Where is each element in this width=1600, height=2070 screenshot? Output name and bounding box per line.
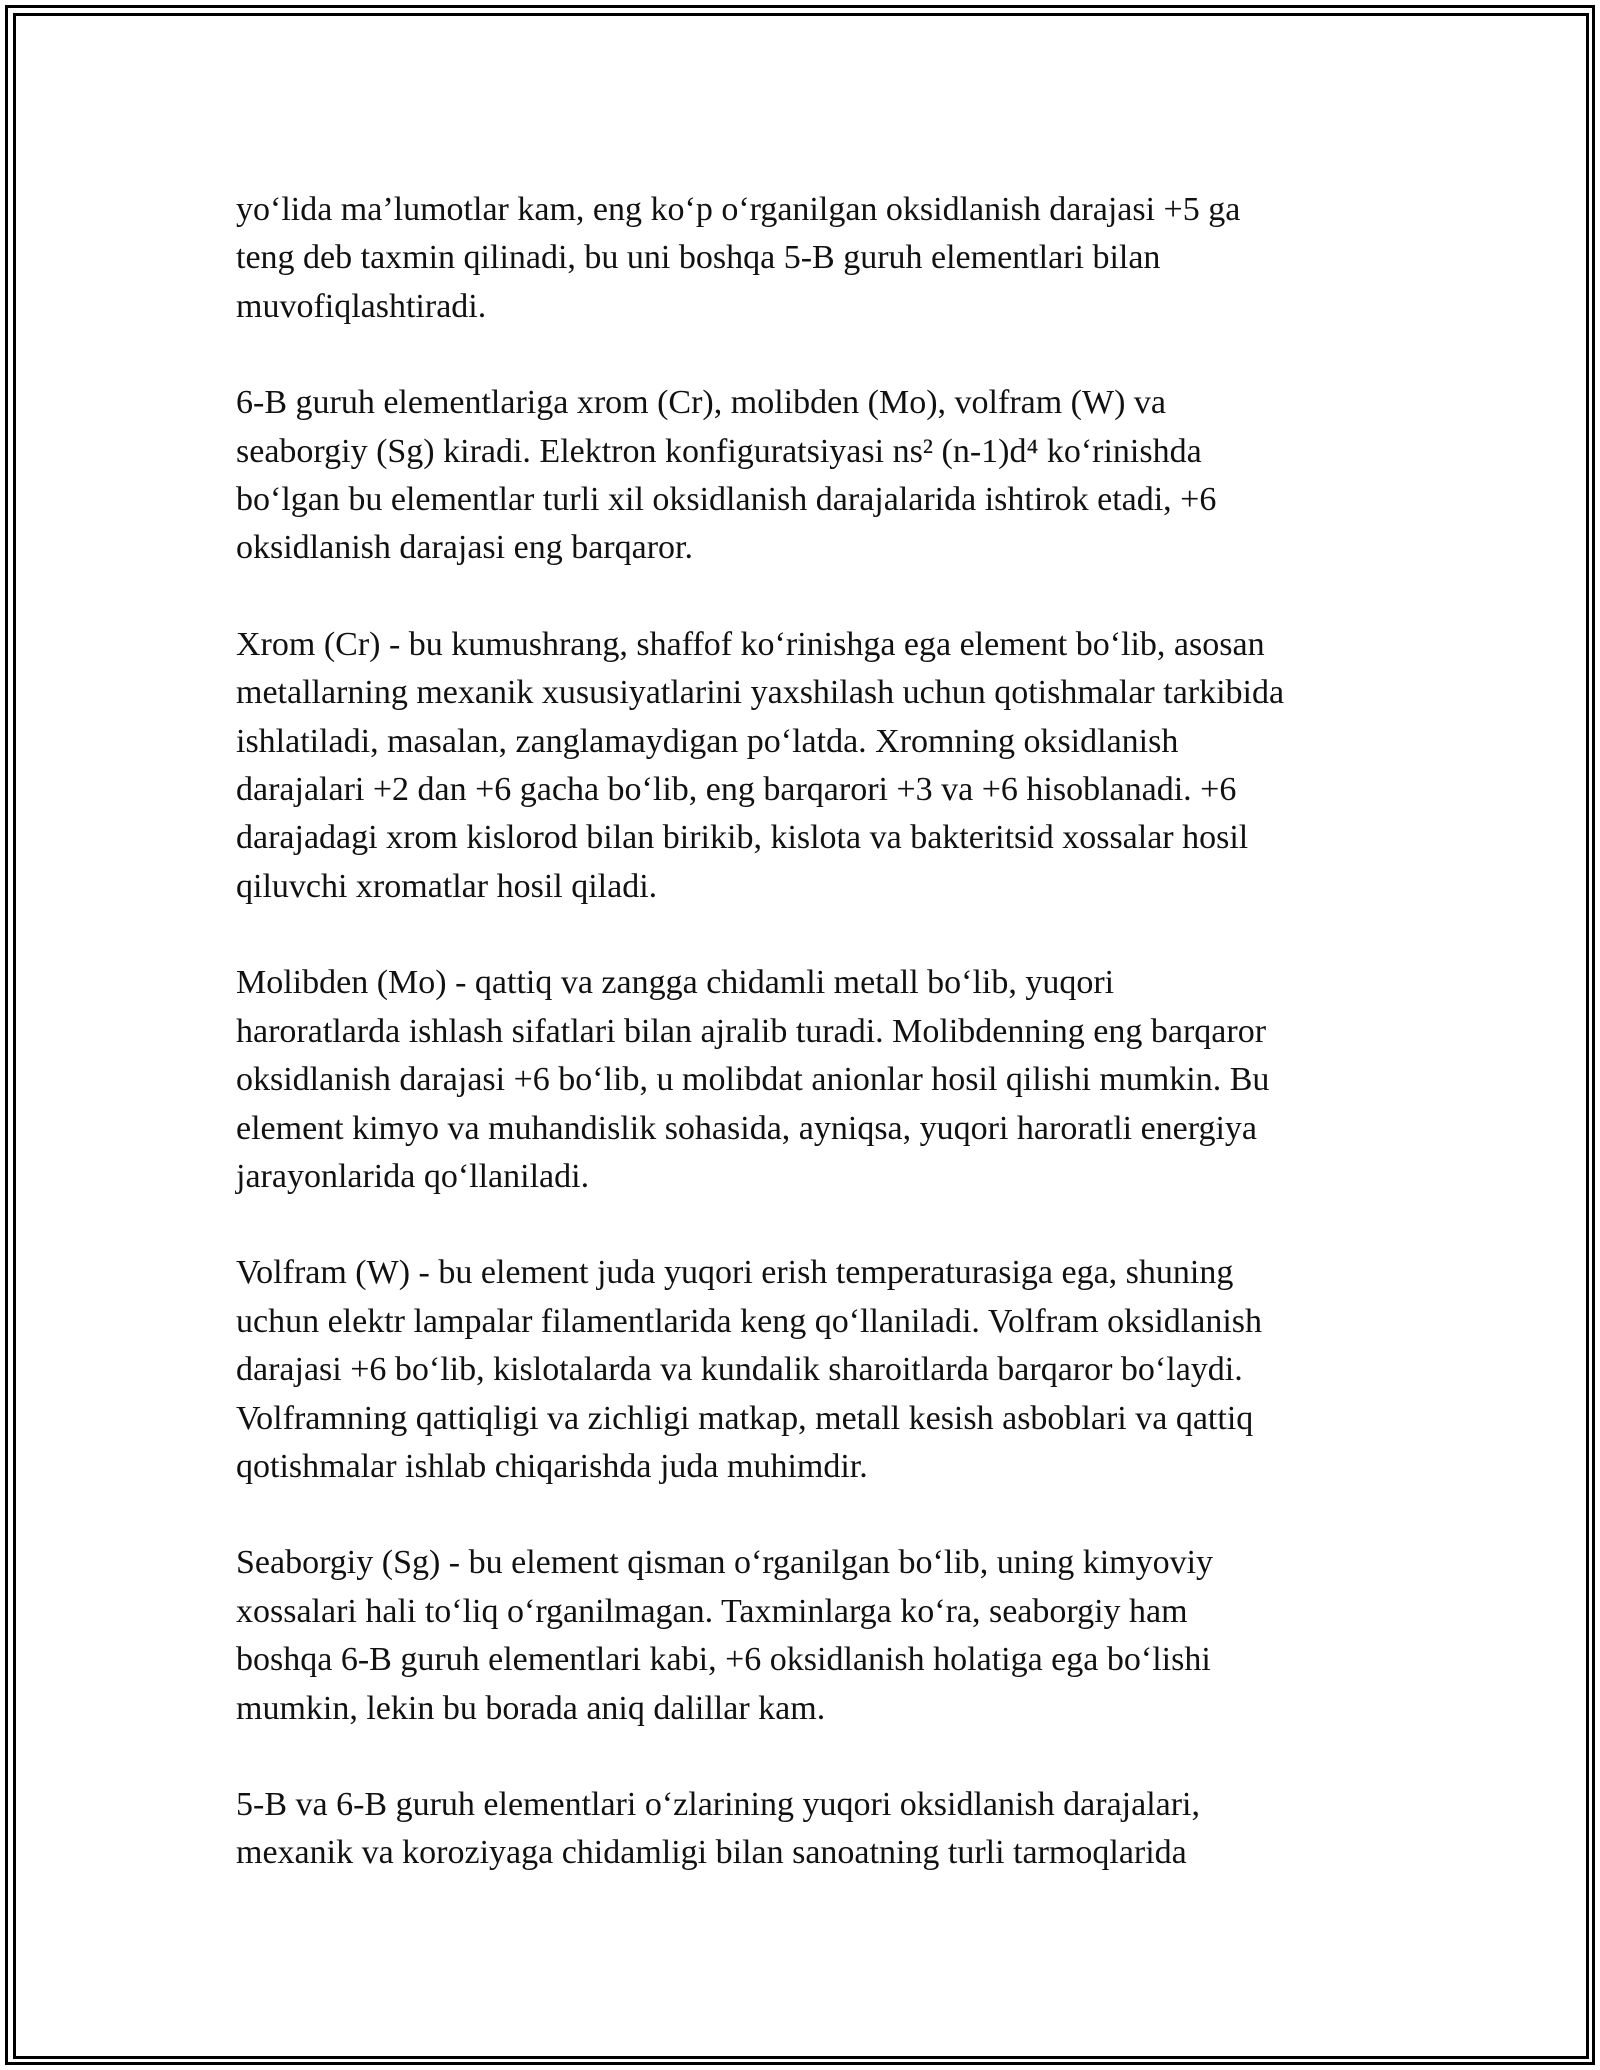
paragraph-conclusion: 5-B va 6-B guruh elementlari o‘zlarining yuqori oksidlanish darajalari, mexanik va koroziyaga chidamligi bilan sanoatning turli tarmoqlarida	[236, 1785, 1201, 1872]
paragraph-group-6b-intro: 6-B guruh elementlariga xrom (Cr), molibden (Mo), volfram (W) va seaborgiy (Sg) kiradi. Elektron konfiguratsiyasi ns² (n-1)d⁴ ko‘rinishda bo‘lgan bu elementlar turli xil oksidlanish darajalarida ishtirok etadi, +6 oksidlanish darajasi eng barqaror.	[236, 384, 1217, 567]
document-body	[236, 186, 1386, 1926]
paragraph-molybdenum: Molibden (Mo) - qattiq va zangga chidamli metall bo‘lib, yuqori haroratlarda ishlash sifatlari bilan ajralib turadi. Molibdenning eng barqaror oksidlanish darajasi +6 bo‘lib, u molibdat anionlar hosil qilishi mumkin. Bu element kimyo va muhandislik sohasida, ayniqsa, yuqori haroratli energiya jarayonlarida qo‘llaniladi.	[236, 964, 1270, 1195]
paragraph-seaborgium: Seaborgiy (Sg) - bu element qisman o‘rganilgan bo‘lib, uning kimyoviy xossalari hali to‘liq o‘rganilmagan. Taxminlarga ko‘ra, seaborgiy ham boshqa 6-B guruh elementlari kabi, +6 oksidlanish holatiga ega bo‘lishi mumkin, lekin bu borada aniq dalillar kam.	[236, 1544, 1214, 1727]
paragraph-chromium: Xrom (Cr) - bu kumushrang, shaffof ko‘rinishga ega element bo‘lib, asosan metallarning mexanik xususiyatlarini yaxshilash uchun qotishmalar tarkibida ishlatiladi, masalan, zanglamaydigan po‘latda. Xromning oksidlanish darajalari +2 dan +6 gacha bo‘lib, eng barqarori +3 va +6 hisoblanadi. +6 darajadagi xrom kislorod bilan birikib, kislota va bakteritsid xossalar hosil qiluvchi xromatlar hosil qiladi.	[236, 625, 1285, 905]
paragraph-continuation: yo‘lida ma’lumotlar kam, eng ko‘p o‘rganilgan oksidlanish darajasi +5 ga teng deb taxmin qilinadi, bu uni boshqa 5-B guruh elementlari bilan muvofiqlashtiradi.	[236, 191, 1241, 325]
paragraph-tungsten: Volfram (W) - bu element juda yuqori erish temperaturasiga ega, shuning uchun elektr lampalar filamentlarida keng qo‘llaniladi. Volfram oksidlanish darajasi +6 bo‘lib, kislotalarda va kundalik sharoitlarda barqaror bo‘laydi. Volframning qattiqligi va zichligi matkap, metall kesish asboblari va qattiq qotishmalar ishlab chiqarishda juda muhimdir.	[236, 1254, 1263, 1485]
